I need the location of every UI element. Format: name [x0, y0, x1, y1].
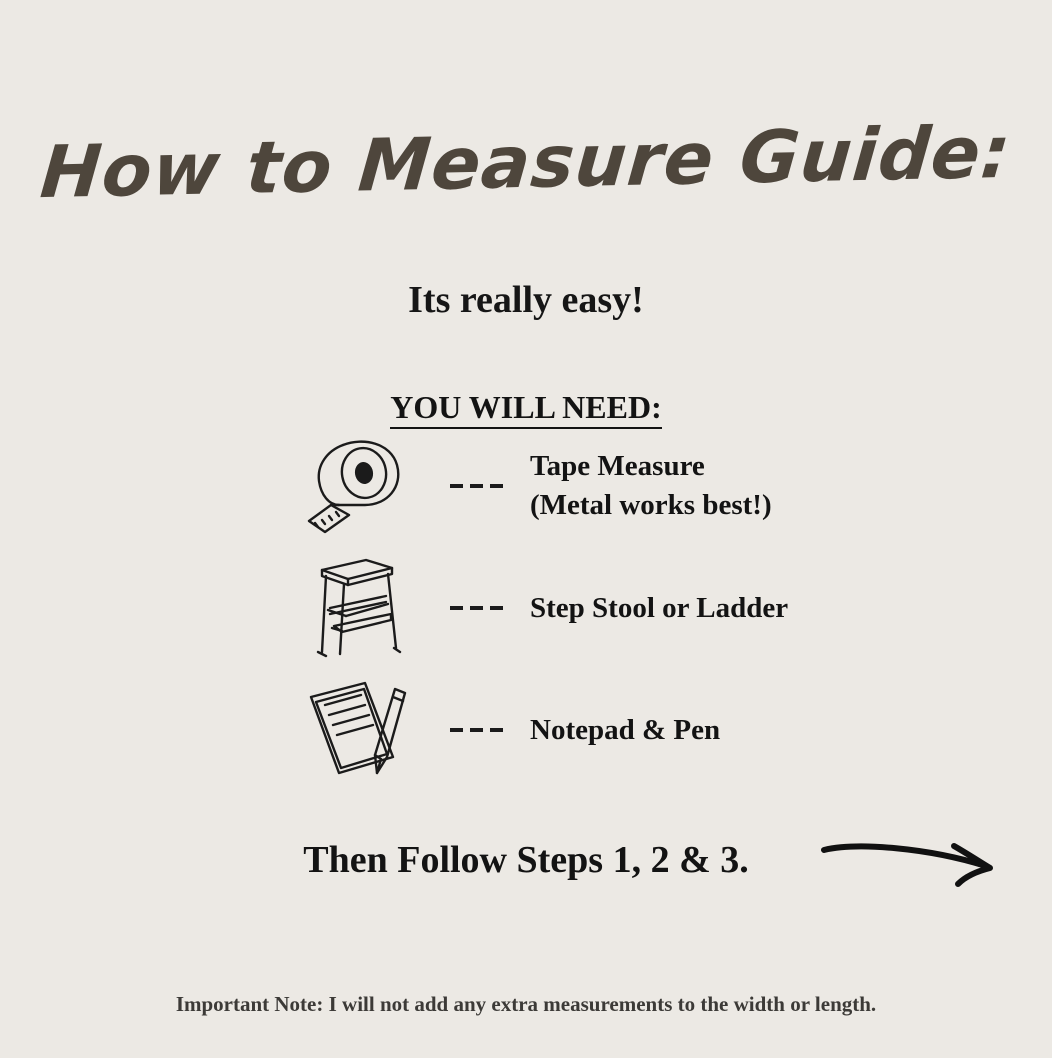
- list-item: [286, 669, 906, 791]
- step-stool-icon: [286, 548, 426, 668]
- follow-steps-text: Then Follow Steps 1, 2 & 3.: [303, 839, 749, 881]
- supplies-heading-text: YOU WILL NEED:: [390, 389, 661, 429]
- right-arrow-icon: [818, 832, 1003, 892]
- supply-label-sub: (Metal works best!): [530, 489, 772, 521]
- supplies-heading: [0, 389, 1052, 426]
- supply-label-main: Tape Measure: [530, 450, 705, 483]
- supply-label: [516, 711, 906, 750]
- supply-label-main: Notepad & Pen: [530, 713, 721, 746]
- dash-connector: [436, 728, 516, 732]
- supply-label-main: Step Stool or Ladder: [530, 591, 789, 624]
- page-title: How to Measure Guide:: [37, 109, 1015, 215]
- list-item: [286, 425, 906, 547]
- notepad-pen-icon: [286, 670, 426, 790]
- supply-label: [516, 447, 906, 524]
- important-note: Important Note: I will not add any extra measurements to the width or length.: [175, 992, 877, 1016]
- list-item: [286, 547, 906, 669]
- tape-measure-icon: [286, 426, 426, 546]
- dash-connector: [436, 606, 516, 610]
- supply-label: [516, 589, 906, 628]
- page-subtitle: Its really easy!: [408, 279, 644, 321]
- dash-connector: [436, 484, 516, 488]
- supplies-list: [286, 425, 906, 791]
